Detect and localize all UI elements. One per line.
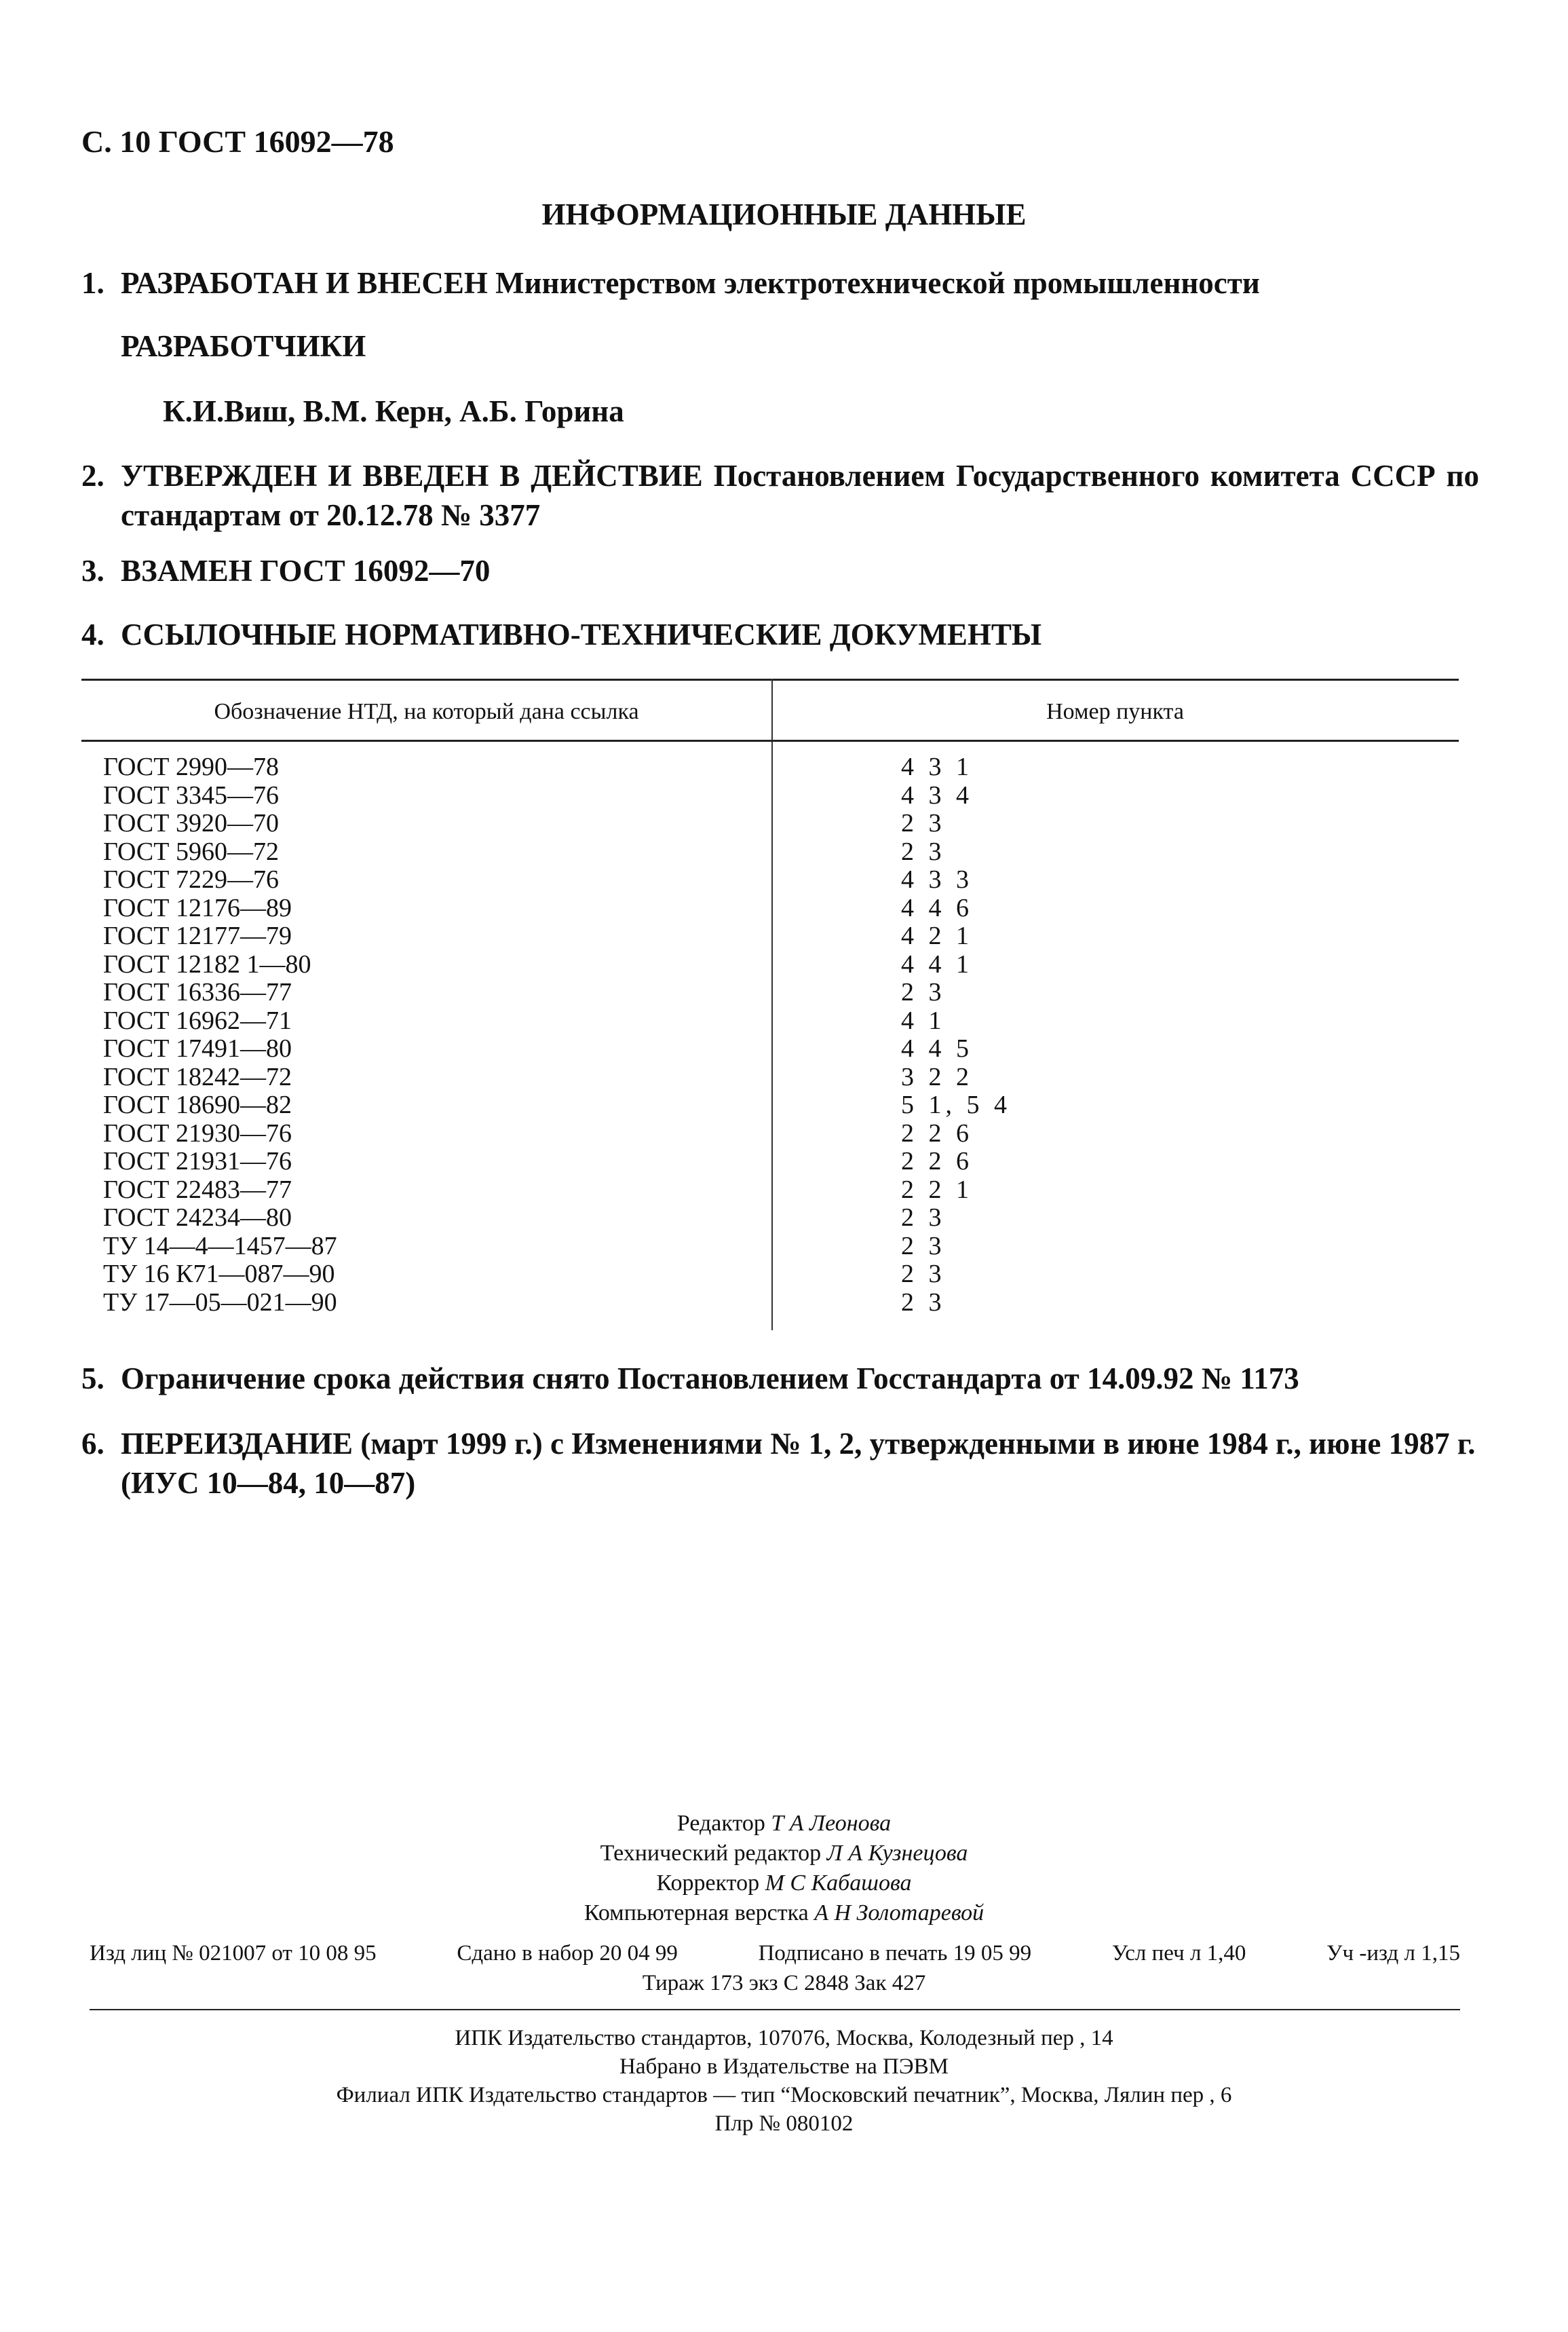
table-cell-clause: 2 2 6 (901, 1118, 973, 1148)
table-cell-clause: 4 3 4 (901, 781, 973, 810)
table-cell-clause: 2 3 (901, 1287, 946, 1317)
table-cell-document: ГОСТ 24234—80 (103, 1203, 292, 1232)
table-cell-document: ГОСТ 22483—77 (103, 1175, 292, 1204)
item-number: 1. (81, 266, 104, 300)
info-item-6 (81, 1424, 1479, 1503)
table-cell-clause: 5 1, 5 4 (901, 1091, 1011, 1119)
table-cell-clause: 2 3 (901, 978, 946, 1007)
table-cell-clause: 4 3 1 (901, 753, 973, 781)
table-cell-clause: 4 4 1 (901, 949, 973, 979)
item-number: 6. (81, 1427, 104, 1461)
credit-role: Компьютерная верстка (584, 1900, 809, 1925)
table-top-rule (81, 679, 1459, 681)
item-body: Постановлением Государственного комитета СССР по стандартам от 20.12.78 № 3377 (121, 459, 1479, 532)
table-header-document: Обозначение НТД, на который дана ссылка (214, 699, 639, 724)
footer-line: Филиал ИПК Издательство стандартов — тип “Московский печатник”, Москва, Лялин пер , 6 (336, 2083, 1232, 2107)
references-table (81, 679, 1459, 1330)
publisher-footer (0, 2024, 1568, 2138)
table-cell-document: ТУ 16 К71—087—90 (103, 1260, 335, 1288)
developers-label: РАЗРАБОТЧИКИ (121, 329, 366, 363)
table-column-divider (771, 679, 773, 1330)
table-cell-clause: 2 2 1 (901, 1175, 973, 1204)
credit-name: Т А Леонова (771, 1811, 892, 1836)
table-cell-clause: 4 4 5 (901, 1034, 973, 1063)
table-cell-clause: 3 2 2 (901, 1062, 973, 1091)
table-cell-document: ГОСТ 7229—76 (103, 865, 279, 894)
table-cell-document: ТУ 14—4—1457—87 (103, 1231, 337, 1260)
page-title: ИНФОРМАЦИОННЫЕ ДАННЫЕ (541, 198, 1027, 231)
table-cell-document: ГОСТ 17491—80 (103, 1034, 292, 1063)
table-cell-clause: 4 1 (901, 1006, 946, 1035)
publication-print-sheets: Усл печ л 1,40 (1111, 1941, 1246, 1966)
item-number: 4. (81, 618, 104, 652)
item-body: (март 1999 г.) с Изменениями № 1, 2, утвержденными в июне 1984 г., июне 1987 г. (ИУС 10—84, 10—87) (121, 1427, 1476, 1500)
table-cell-clause: 2 3 (901, 1231, 946, 1260)
table-cell-document: ГОСТ 21931—76 (103, 1147, 292, 1176)
page-header: С. 10 ГОСТ 16092—78 (81, 124, 394, 159)
item-number: 5. (81, 1361, 104, 1395)
table-cell-document: ГОСТ 5960—72 (103, 837, 279, 866)
credit-role: Корректор (656, 1870, 760, 1896)
item-text (121, 1424, 1479, 1503)
table-cell-clause: 4 4 6 (901, 893, 973, 922)
table-cell-document: ГОСТ 18690—82 (103, 1091, 292, 1119)
item-number: 3. (81, 554, 104, 588)
table-cell-clause: 2 3 (901, 1203, 946, 1232)
table-cell-document: ГОСТ 2990—78 (103, 753, 279, 781)
item-number: 2. (81, 459, 104, 493)
developers-list: К.И.Виш, В.М. Керн, А.Б. Горина (163, 394, 624, 428)
credit-name: Л А Кузнецова (826, 1841, 968, 1866)
item-lead: УТВЕРЖДЕН И ВВЕДЕН В ДЕЙСТВИЕ (121, 459, 703, 493)
table-header-rule (81, 740, 1459, 742)
info-item-2 (81, 456, 1479, 535)
footer-rule (90, 2009, 1460, 2010)
credit-corrector (0, 1868, 1568, 1898)
table-cell-clause: 2 3 (901, 1260, 946, 1288)
item-lead: ВЗАМЕН ГОСТ 16092—70 (121, 554, 491, 588)
item-text: Министерством электротехнической промышленности (495, 266, 1260, 300)
credits-block (0, 1809, 1568, 1928)
publication-run: Тираж 173 экз С 2848 Зак 427 (642, 1971, 926, 1995)
item-text (121, 456, 1479, 535)
publication-pub-sheets: Уч -изд л 1,15 (1326, 1941, 1460, 1966)
credit-layout (0, 1898, 1568, 1928)
info-item-1 (81, 263, 1479, 303)
publication-signed: Подписано в печать 19 05 99 (758, 1941, 1032, 1966)
table-cell-clause: 4 3 3 (901, 865, 973, 894)
table-cell-clause: 2 2 6 (901, 1147, 973, 1176)
table-cell-document: ГОСТ 16336—77 (103, 978, 292, 1007)
table-cell-document: ГОСТ 12177—79 (103, 922, 292, 950)
info-item-5 (81, 1359, 1479, 1398)
table-cell-document: ГОСТ 18242—72 (103, 1062, 292, 1091)
footer-line: Плр № 080102 (714, 2111, 854, 2136)
publication-typeset: Сдано в набор 20 04 99 (457, 1941, 678, 1966)
item-lead: ПЕРЕИЗДАНИЕ (121, 1427, 353, 1461)
item-text: Ограничение срока действия снято Постановлением Госстандарта от 14.09.92 № 1173 (121, 1361, 1299, 1395)
credit-name: М С Кабашова (765, 1870, 912, 1896)
credit-editor (0, 1809, 1568, 1839)
publication-license: Изд лиц № 021007 от 10 08 95 (90, 1941, 377, 1966)
info-item-3 (81, 551, 1479, 590)
info-item-4 (81, 615, 1479, 654)
table-cell-document: ГОСТ 12176—89 (103, 893, 292, 922)
table-cell-clause: 2 3 (901, 837, 946, 866)
footer-line: Набрано в Издательстве на ПЭВМ (619, 2054, 949, 2079)
publication-details (90, 1941, 1460, 1966)
table-cell-document: ТУ 17—05—021—90 (103, 1287, 337, 1317)
table-cell-document: ГОСТ 16962—71 (103, 1006, 292, 1035)
credit-role: Технический редактор (600, 1841, 822, 1866)
table-clause-column (901, 753, 1011, 1317)
table-cell-document: ГОСТ 3345—76 (103, 781, 279, 810)
credit-role: Редактор (676, 1811, 765, 1836)
credit-name: А Н Золотаревой (814, 1900, 984, 1925)
table-cell-document: ГОСТ 12182 1—80 (103, 949, 311, 979)
table-cell-clause: 4 2 1 (901, 922, 973, 950)
item-lead: РАЗРАБОТАН И ВНЕСЕН (121, 266, 488, 300)
table-header-clause: Номер пункта (1046, 699, 1184, 724)
credit-tech-editor (0, 1839, 1568, 1868)
footer-line: ИПК Издательство стандартов, 107076, Москва, Колодезный пер , 14 (455, 2026, 1113, 2050)
table-cell-clause: 2 3 (901, 809, 946, 838)
table-cell-document: ГОСТ 3920—70 (103, 809, 279, 838)
item-lead: ССЫЛОЧНЫЕ НОРМАТИВНО-ТЕХНИЧЕСКИЕ ДОКУМЕНТЫ (121, 618, 1042, 652)
table-document-column (103, 753, 337, 1317)
table-cell-document: ГОСТ 21930—76 (103, 1118, 292, 1148)
